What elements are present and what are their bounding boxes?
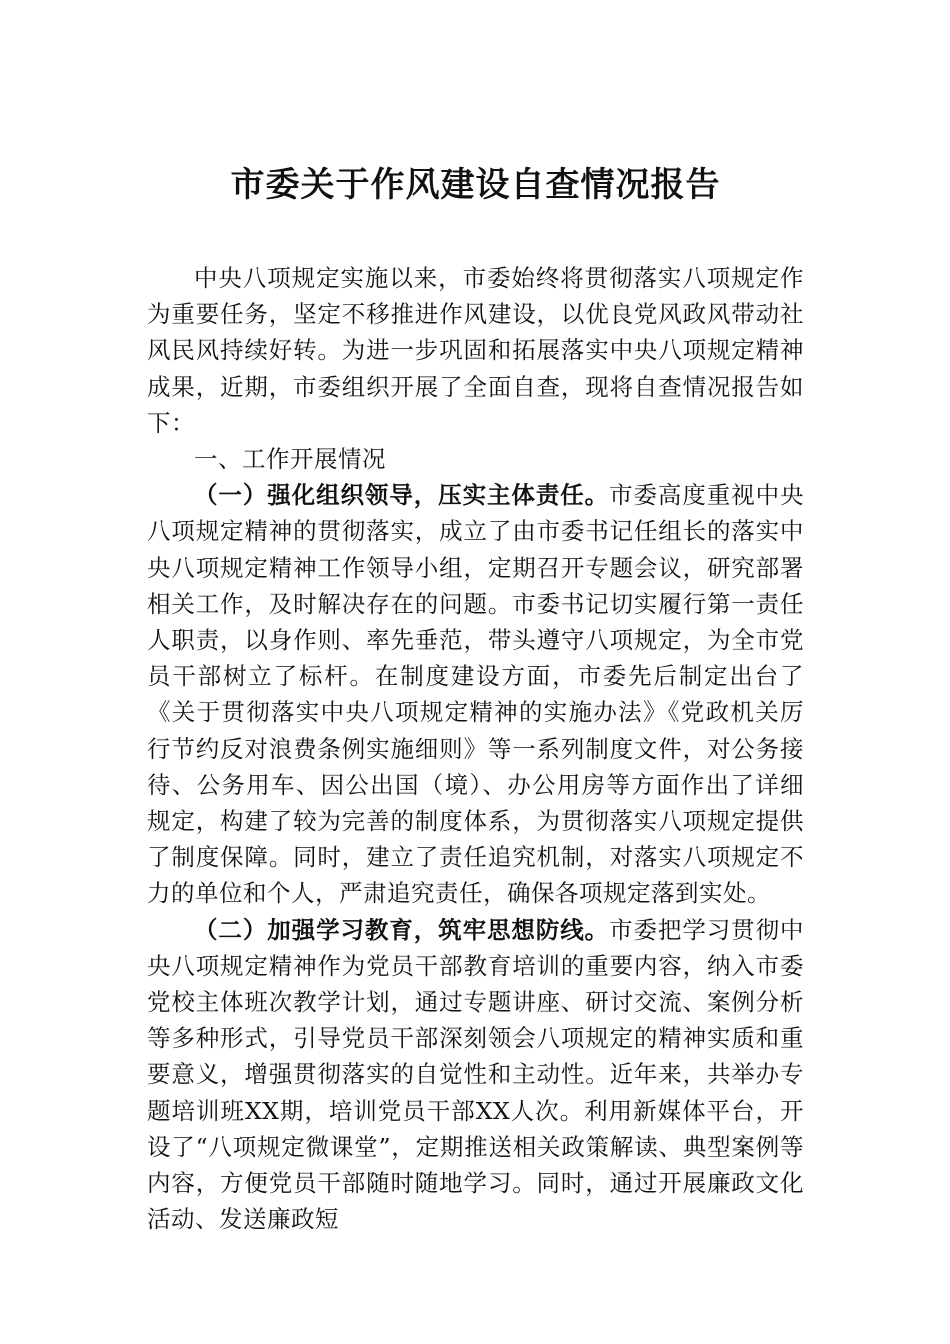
item-paragraph-1	[147, 477, 804, 911]
document-title: 市委关于作风建设自查情况报告	[230, 165, 721, 205]
intro-paragraph: 中央八项规定实施以来，市委始终将贯彻落实八项规定作为重要任务，坚定不移推进作风建设，以优良党风政风带动社风民风持续好转。为进一步巩固和拓展落实中央八项规定精神成果，近期，市委组织开展了全面自查，现将自查情况报告如下：	[147, 264, 804, 437]
item-paragraph-2	[147, 912, 804, 1238]
item-heading-2: （二）加强学习教育，筑牢思想防线。	[194, 915, 610, 944]
item-text-1: 市委高度重视中央八项规定精神的贯彻落实，成立了由市委书记任组长的落实中央八项规定精神工作领导小组，定期召开专题会议，研究部署相关工作，及时解决存在的问题。市委书记切实履行第一责任人职责，以身作则、率先垂范，带头遵守八项规定，为全市党员干部树立了标杆。在制度建设方面，市委先后制定出台了《关于贯彻落实中央八项规定精神的实施办法》《党政机关厉行节约反对浪费条例实施细则》等一系列制度文件，对公务接待、公务用车、因公出国（境）、办公用房等方面作出了详细规定，构建了较为完善的制度体系，为贯彻落实八项规定提供了制度保障。同时，建立了责任追究机制，对落实八项规定不力的单位和个人，严肃追究责任，确保各项规定落到实处。	[147, 481, 805, 908]
document-page	[147, 158, 804, 1237]
section-heading-1: 一、工作开展情况	[194, 445, 386, 474]
item-text-2: 市委把学习贯彻中央八项规定精神作为党员干部教育培训的重要内容，纳入市委党校主体班次教学计划，通过专题讲座、研讨交流、案例分析等多种形式，引导党员干部深刻领会八项规定的精神实质和重要意义，增强贯彻落实的自觉性和主动性。近年来，共举办专题培训班XX期，培训党员干部XX人次。利用新媒体平台，开设了“八项规定微课堂”，定期推送相关政策解读、典型案例等内容，方便党员干部随时随地学习。同时，通过开展廉政文化活动、发送廉政短	[147, 915, 805, 1234]
document-body	[147, 260, 804, 1237]
item-heading-1: （一）强化组织领导，压实主体责任。	[194, 481, 610, 510]
